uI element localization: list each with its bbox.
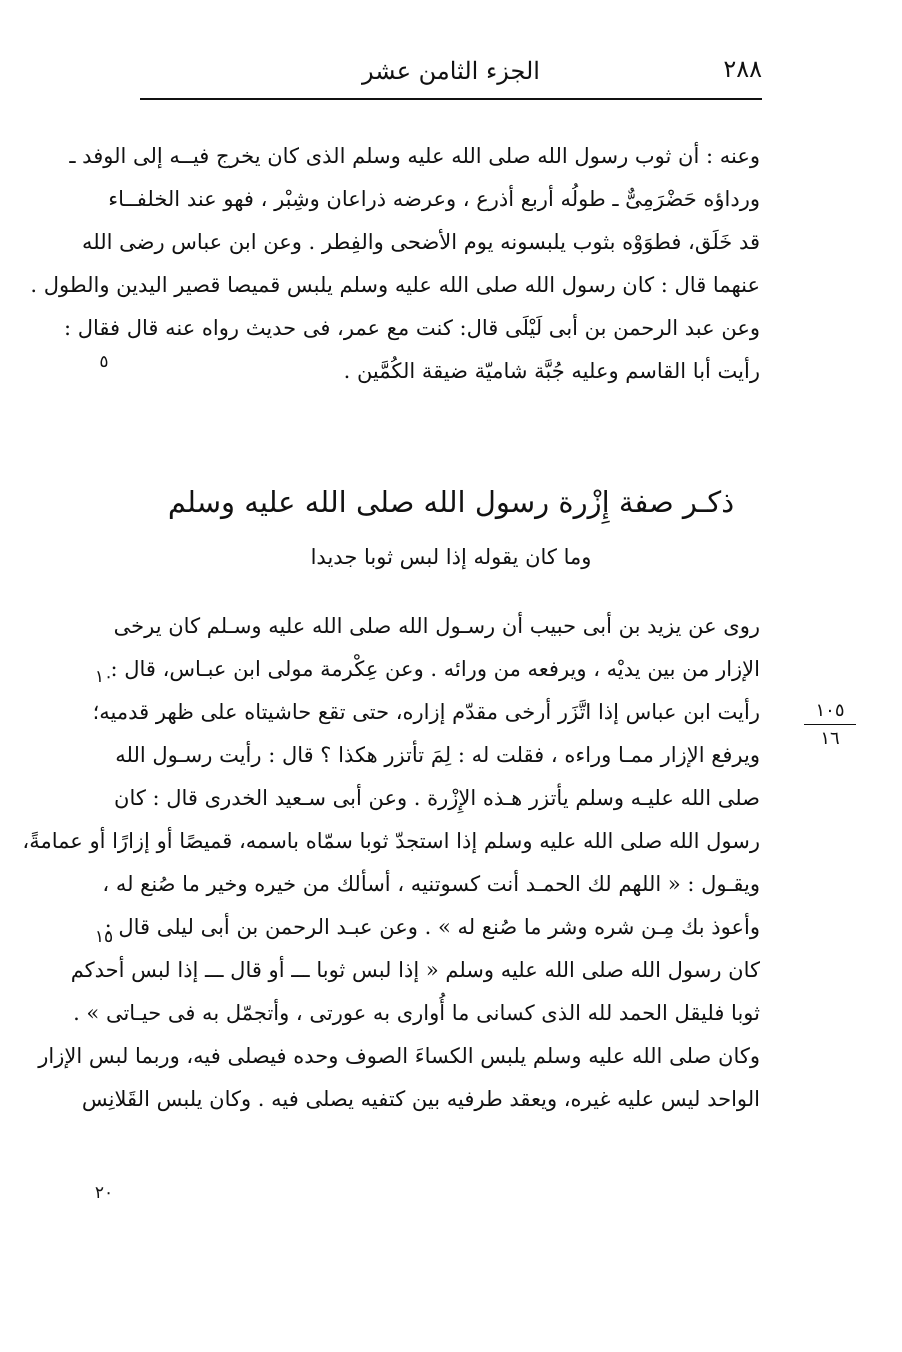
text-line: رأيت أبا القاسم وعليه جُبَّة شاميّة ضيقة الكُمَّين . bbox=[343, 359, 760, 383]
line-number-10: ١٠ bbox=[94, 667, 114, 687]
text-line: روى عن يزيد بن أبى حبيب أن رسـول الله صلى الله عليه وسـلم كان يرخى bbox=[113, 614, 760, 638]
margin-reference bbox=[800, 700, 860, 749]
text-line: ثوبا فليقل الحمد لله الذى كسانى ما أُوارى به عورتى ، وأتجمّل به فى حيـاتى » . bbox=[73, 1001, 760, 1025]
line-number-20: ٢٠ bbox=[94, 1183, 114, 1203]
text-line: قد خَلَق، فطوَوْه بثوب يلبسونه يوم الأضحى والفِطر . وعن ابن عباس رضى الله bbox=[82, 230, 760, 254]
text-line: وكان صلى الله عليه وسلم يلبس الكساءَ الصوف وحده فيصلى فيه، وربما لبس الإزار bbox=[38, 1044, 760, 1068]
text-line: صلى الله عليـه وسلم يأتزر هـذه الإِزْرة . وعن أبى سـعيد الخدرى قال : كان bbox=[114, 786, 760, 810]
section-heading: ذكـر صفة إِزْرة رسول الله صلى الله عليه وسلم bbox=[167, 485, 735, 519]
margin-reference-bottom: ١٦ bbox=[820, 728, 840, 749]
section-subheading: وما كان يقوله إذا لبس ثوبا جديدا bbox=[310, 545, 592, 569]
text-line: كان رسول الله صلى الله عليه وسلم « إذا لبس ثوبا ـــ أو قال ـــ إذا لبس أحدكم bbox=[70, 958, 760, 982]
text-line: ويرفع الإزار ممـا وراءه ، فقلت له : لِمَ تأتزر هكذا ؟ قال : رأيت رسـول الله bbox=[115, 743, 760, 767]
text-line: عنهما قال : كان رسول الله صلى الله عليه وسلم يلبس قميصا قصير اليدين والطول . bbox=[30, 273, 760, 297]
text-line: رسول الله صلى الله عليه وسلم إذا استجدّ ثوبا سمّاه باسمه، قميصًا أو إزارًا أو عمامةً، bbox=[22, 829, 760, 853]
paragraph-1 bbox=[30, 135, 760, 393]
page-header bbox=[140, 55, 762, 95]
text-line: الإزار من بين يديْه ، ويرفعه من ورائه . وعن عِكْرمة مولى ابن عبـاس، قال : bbox=[110, 657, 760, 681]
text-line: ورداؤه حَضْرَمِىٌّ ـ طولُه أربع أذرع ، وعرضه ذراعان وشِبْر ، فهو عند الخلفــاء bbox=[108, 187, 760, 211]
line-number-5: ٥ bbox=[99, 352, 109, 372]
margin-reference-rule bbox=[804, 724, 856, 725]
margin-reference-top: ١٠٥ bbox=[815, 700, 845, 721]
page-number: ٢٨٨ bbox=[723, 55, 762, 83]
text-line: ويقـول : « اللهم لك الحمـد أنت كسوتنيه ، أسألك من خيره وخير ما صُنع له ، bbox=[102, 872, 760, 896]
line-number-15: ١٥ bbox=[94, 927, 114, 947]
running-title: الجزء الثامن عشر bbox=[362, 57, 540, 85]
text-line: وعنه : أن ثوب رسول الله صلى الله عليه وسلم الذى كان يخرج فيــه إلى الوفد ـ bbox=[69, 144, 760, 168]
text-line: وأعوذ بك مِـن شره وشر ما صُنع له » . وعن عبـد الرحمن بن أبى ليلى قال : bbox=[104, 915, 760, 939]
text-line: رأيت ابن عباس إذا اتَّزَر أرخى مقدّم إزاره، حتى تقع حاشيتاه على ظهر قدميه؛ bbox=[92, 700, 760, 724]
header-rule bbox=[140, 98, 762, 100]
text-line: وعن عبد الرحمن بن أبى لَيْلَى قال: كنت مع عمر، فى حديث رواه عنه قال فقال : bbox=[63, 316, 760, 340]
text-line: الواحد ليس عليه غيره، ويعقد طرفيه بين كتفيه يصلى فيه . وكان يلبس القَلانِس bbox=[81, 1087, 760, 1111]
